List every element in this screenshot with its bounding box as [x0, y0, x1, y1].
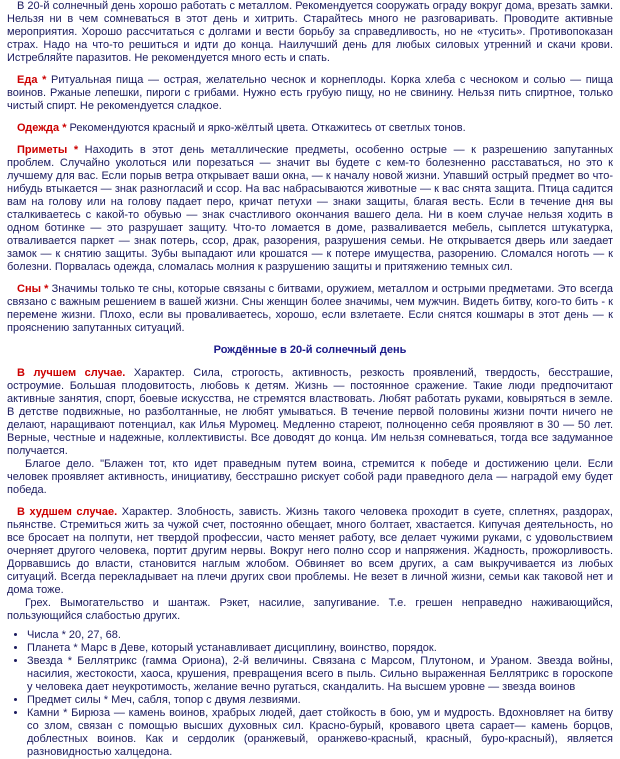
list-item-planet: • Планета * Марс в Деве, который устанавливает дисциплину, воинство, порядок. — [27, 642, 613, 655]
best-deed-paragraph: Благое дело. "Блажен тот, кто идет праведным путем воина, стремится к победе и достижению цели. Если человек проявляет активность, инициативу, бесстрашно рискует собой ради праведного дела — наградой ему будет победа. — [7, 458, 613, 496]
omens-marker: * — [67, 144, 85, 156]
clothing-paragraph — [7, 122, 613, 135]
best-paragraph — [7, 367, 613, 458]
food-paragraph — [7, 74, 613, 113]
omens-paragraph — [7, 144, 613, 274]
food-label: Еда — [17, 74, 38, 86]
info-list — [7, 629, 613, 759]
best-text: Характер. Сила, строгость, активность, резкость проявлений, твердость, бесстрашие, остроумие. Большая плодовитость, любовь к детям. Жизнь — постоянное сражение. Такие люди предпочитают активные занятия, спорт, боевые искусства, не стремятся властвовать. Любят работать руками, ковыряться в земле. В детстве подвижные, но разболтанные, не любят умываться. В течение первой половины жизни почти ничего не делают, наращивают потенциал, как Илья Муромец. Медленно стареют, полноценно себя проявляют в 30 — 50 лет. Верные, честные и надежные, коллективисты. Все доводят до конца. Им нельзя сомневаться, тогда все задуманное получается. — [7, 367, 614, 457]
dreams-text: Значимы только те сны, которые связаны с битвами, оружием, металлом и острыми предметами. Это всегда связано с важным решением в вашей жизни. Сны женщин более значимы, чем мужчин. Видеть битву, кого-то бить - к перемене жизни. Плохо, если вы проваливаетесь, хорошо, если взлетаете. Если снятся кошмары в этот день — к прояснению запутанных ситуаций. — [7, 283, 613, 334]
worst-label: В худшем случае. — [17, 506, 118, 518]
clothing-label: Одежда — [17, 122, 60, 134]
intro-paragraph: В 20-й солнечный день хорошо работать с металлом. Рекомендуется сооружать ограду вокруг дома, врезать замки. Нельзя ни в чем сомневаться в этот день и хитрить. Старайтесь много не разговаривать. Проводите активные мероприятия. Хорошо рассчитаться с долгами и вести борьбу за справедливость, но не «тусить». Противопоказан страх. Надо на что-то решиться и идти до конца. Наилучший день для любых силовых утренний и скачи крови. Истребляйте паразитов. Не рекомендуется много есть и спать. — [7, 0, 613, 64]
best-label: В лучшем случае. — [17, 367, 126, 379]
clothing-marker: * — [59, 122, 70, 134]
clothing-text: Рекомендуются красный и ярко-жёлтый цвета. Откажитесь от светлых тонов. — [69, 122, 466, 134]
list-item-star: • Звезда * Беллятрикс (гамма Ориона), 2-й величины. Связана с Марсом, Плутоном, и Ураном. Звезда войны, насилия, жестокости, хаоса, крушения, превращения всего в пыль. Сильно выраженная Беллятрикс в гороскопе у человека дает неукротимость, желание вечно ругаться, скандалить. На высшем уровне — звезда воинов — [27, 655, 613, 694]
omens-label: Приметы — [17, 144, 68, 156]
list-item-numbers: • Числа * 20, 27, 68. — [27, 629, 613, 642]
food-marker: * — [37, 74, 51, 86]
worst-paragraph — [7, 506, 613, 597]
dreams-marker: * — [40, 283, 52, 295]
dreams-paragraph — [7, 283, 613, 335]
worst-text: Характер. Злобность, зависть. Жизнь такого человека проходит в суете, сплетнях, раздорах, пьянстве. Стремиться жить за чужой счет, постоянно обещает, много болтает, хвастается. Кипучая деятельность, но все бросает на полпути, нет твердой профессии, часто меняет работу, все делает чужими руками, с удовольствием очерняет другого человека, портит другим нервы. Вокруг него полно ссор и напряжения. Жадность, прожорливость. Дорвавшись до власти, становится наглым жлобом. Обвиняет во всем других, а сам выкручивается из любых ситуаций. Всегда перекладывает на плечи других свои проблемы. Не везет в личной жизни, семьи как таковой нет и дома тоже. — [7, 506, 613, 596]
section-title: Рождённые в 20-й солнечный день — [213, 344, 407, 356]
omens-text: Находить в этот день металлические предметы, особенно острые — к разрешению запутанных проблем. Случайно уколоться или порезаться — значит вы будете с кем-то болезненно расставаться, но это к лучшему для вас. Если порыв ветра открывает ваши окна, — к началу новой жизни. Упавший острый предмет во что- нибудь втыкается — знак разногласий и ссор. На вас набрасываются животные — к вас снята защита. Птица садится вам на голову или на голову падает перо, кричат петухи — знаки защиты, благая весть. Если в течение дня вы сталкиваетесь с какой-то обувью — знак счастливого окончания вашего дела. Ни в коем случае нельзя ходить в одном ботинке — это разрушает защиту. Что-то ломается в доме, разваливается мебель, сыплется штукатурка, отваливается паркет — знак потерь, ссор, драк, разорения, разрушения семьи. Не открывается дверь или заедает замок — к снятию защиты. Зубы выпадают или крошатся — к потере имущества, разорению. Сломался ноготь — к болезни. Порвалась одежда, сломалась молния к разрушению защиты и притяжению темных сил. — [7, 144, 613, 273]
food-text: Ритуальная пища — острая, желательно чеснок и корнеплоды. Корка хлеба с чесноком и солью — пища воинов. Ржаные лепешки, пироги с грибами. Нужно есть грубую пищу, но не свинину. Нельзя пить спиртное, только чистый спирт. Не рекомендуется сладкое. — [7, 74, 613, 112]
dreams-label: Сны — [17, 283, 41, 295]
list-item-power-object: • Предмет силы * Меч, сабля, топор с двумя лезвиями. — [27, 694, 613, 707]
list-item-stones: • Камни * Бирюза — камень воинов, храбрых людей, дает стойкость в бою, ум и мудрость. Вдохновляет на битву со злом, связан с помощью высших духовных сил. Красно-бурый, кровавого цвета сарает— камень борцов, доблестных воинов. Как и сердолик (оранжевый, оранжево-красный, красный, буро-красный), является разновидностью халцедона. — [27, 707, 613, 759]
worst-sin-paragraph: Грех. Вымогательство и шантаж. Рэкет, насилие, запугивание. Т.е. грешен неправедно наживающийся, пользующийся слабостью других. — [7, 597, 613, 622]
